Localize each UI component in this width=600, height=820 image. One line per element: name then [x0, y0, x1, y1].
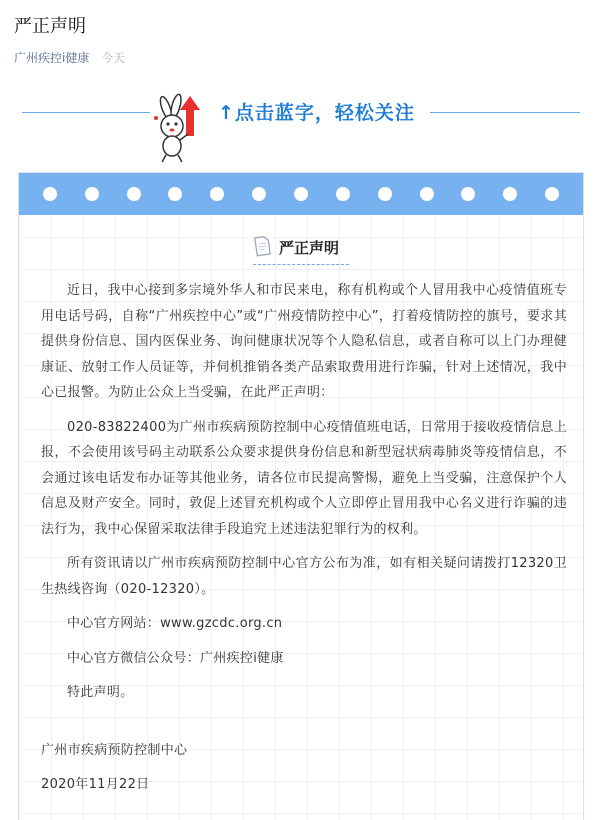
dot-decoration	[127, 187, 141, 201]
statement-paragraph: 020-83822400为广州市疾病预防控制中心疫情值班电话，日常用于接收疫情信息上报，不会使用该号码主动联系公众要求提供身份信息和新型冠状病毒肺炎等疫情信息，不会通过该电话发布办证等其他业务，请各位市民提高警惕，避免上当受骗，注意保护个人信息及财产安全。同时，敦促上述冒充机构或个人立即停止冒用我中心名义进行诈骗的违法行为，我中心保留采取法律手段追究上述违法犯罪行为的权利。	[41, 419, 567, 537]
dot-decoration	[461, 187, 475, 201]
closing-line: 特此声明。	[67, 685, 134, 700]
dot-decoration	[420, 187, 434, 201]
publish-date: 今天	[101, 51, 126, 65]
dot-decoration	[168, 187, 182, 201]
statement-heading	[19, 237, 583, 265]
website-line: 中心官方网站：www.gzcdc.org.cn	[67, 616, 283, 631]
follow-prompt[interactable]: ↑点击蓝字，轻松关注	[218, 102, 415, 124]
divider-line-right	[430, 112, 580, 113]
dot-decoration	[43, 187, 57, 201]
dot-decoration	[503, 187, 517, 201]
account-name-link[interactable]: 广州疾控i健康	[14, 51, 90, 65]
wechat-line: 中心官方微信公众号：广州疾控i健康	[67, 650, 284, 666]
statement-paragraph: 所有资讯请以广州市疾病预防控制中心官方公布为准，如有相关疑问请拨打12320卫生热线咨询（020-12320）。	[41, 556, 567, 597]
dot-decoration	[545, 187, 559, 201]
dot-decoration	[252, 187, 266, 201]
article-meta	[14, 49, 125, 66]
dot-decoration	[85, 187, 99, 201]
signature-organization: 广州市疾病预防控制中心	[41, 742, 188, 758]
dot-decoration	[336, 187, 350, 201]
follow-banner[interactable]	[0, 84, 600, 164]
statement-paragraph: 近日，我中心接到多宗境外华人和市民来电，称有机构或个人冒用我中心疫情值班专用电话号码，自称“广州疾控中心”或“广州疫情防控中心”，打着疫情防控的旗号，要求其提供身份信息、国内医保业务、询问健康状况等个人隐私信息，或者自称可以上门办理健康证、放射工作人员证等，并伺机推销各类产品索取费用进行诈骗，针对上述情况，我中心已报警。为防止公众上当受骗，在此严正声明：	[41, 283, 567, 400]
dot-decoration	[294, 187, 308, 201]
statement-title: 严正声明	[278, 239, 339, 257]
decorative-dot-strip	[19, 173, 583, 215]
dot-decoration	[378, 187, 392, 201]
signature-date: 2020年11月22日	[41, 777, 150, 792]
rabbit-mascot-icon	[150, 92, 212, 164]
statement-card	[18, 172, 584, 820]
document-icon	[253, 235, 271, 257]
article-title: 严正声明	[14, 16, 86, 37]
dot-decoration	[210, 187, 224, 201]
statement-body	[41, 278, 567, 807]
divider-line-left	[22, 112, 150, 113]
